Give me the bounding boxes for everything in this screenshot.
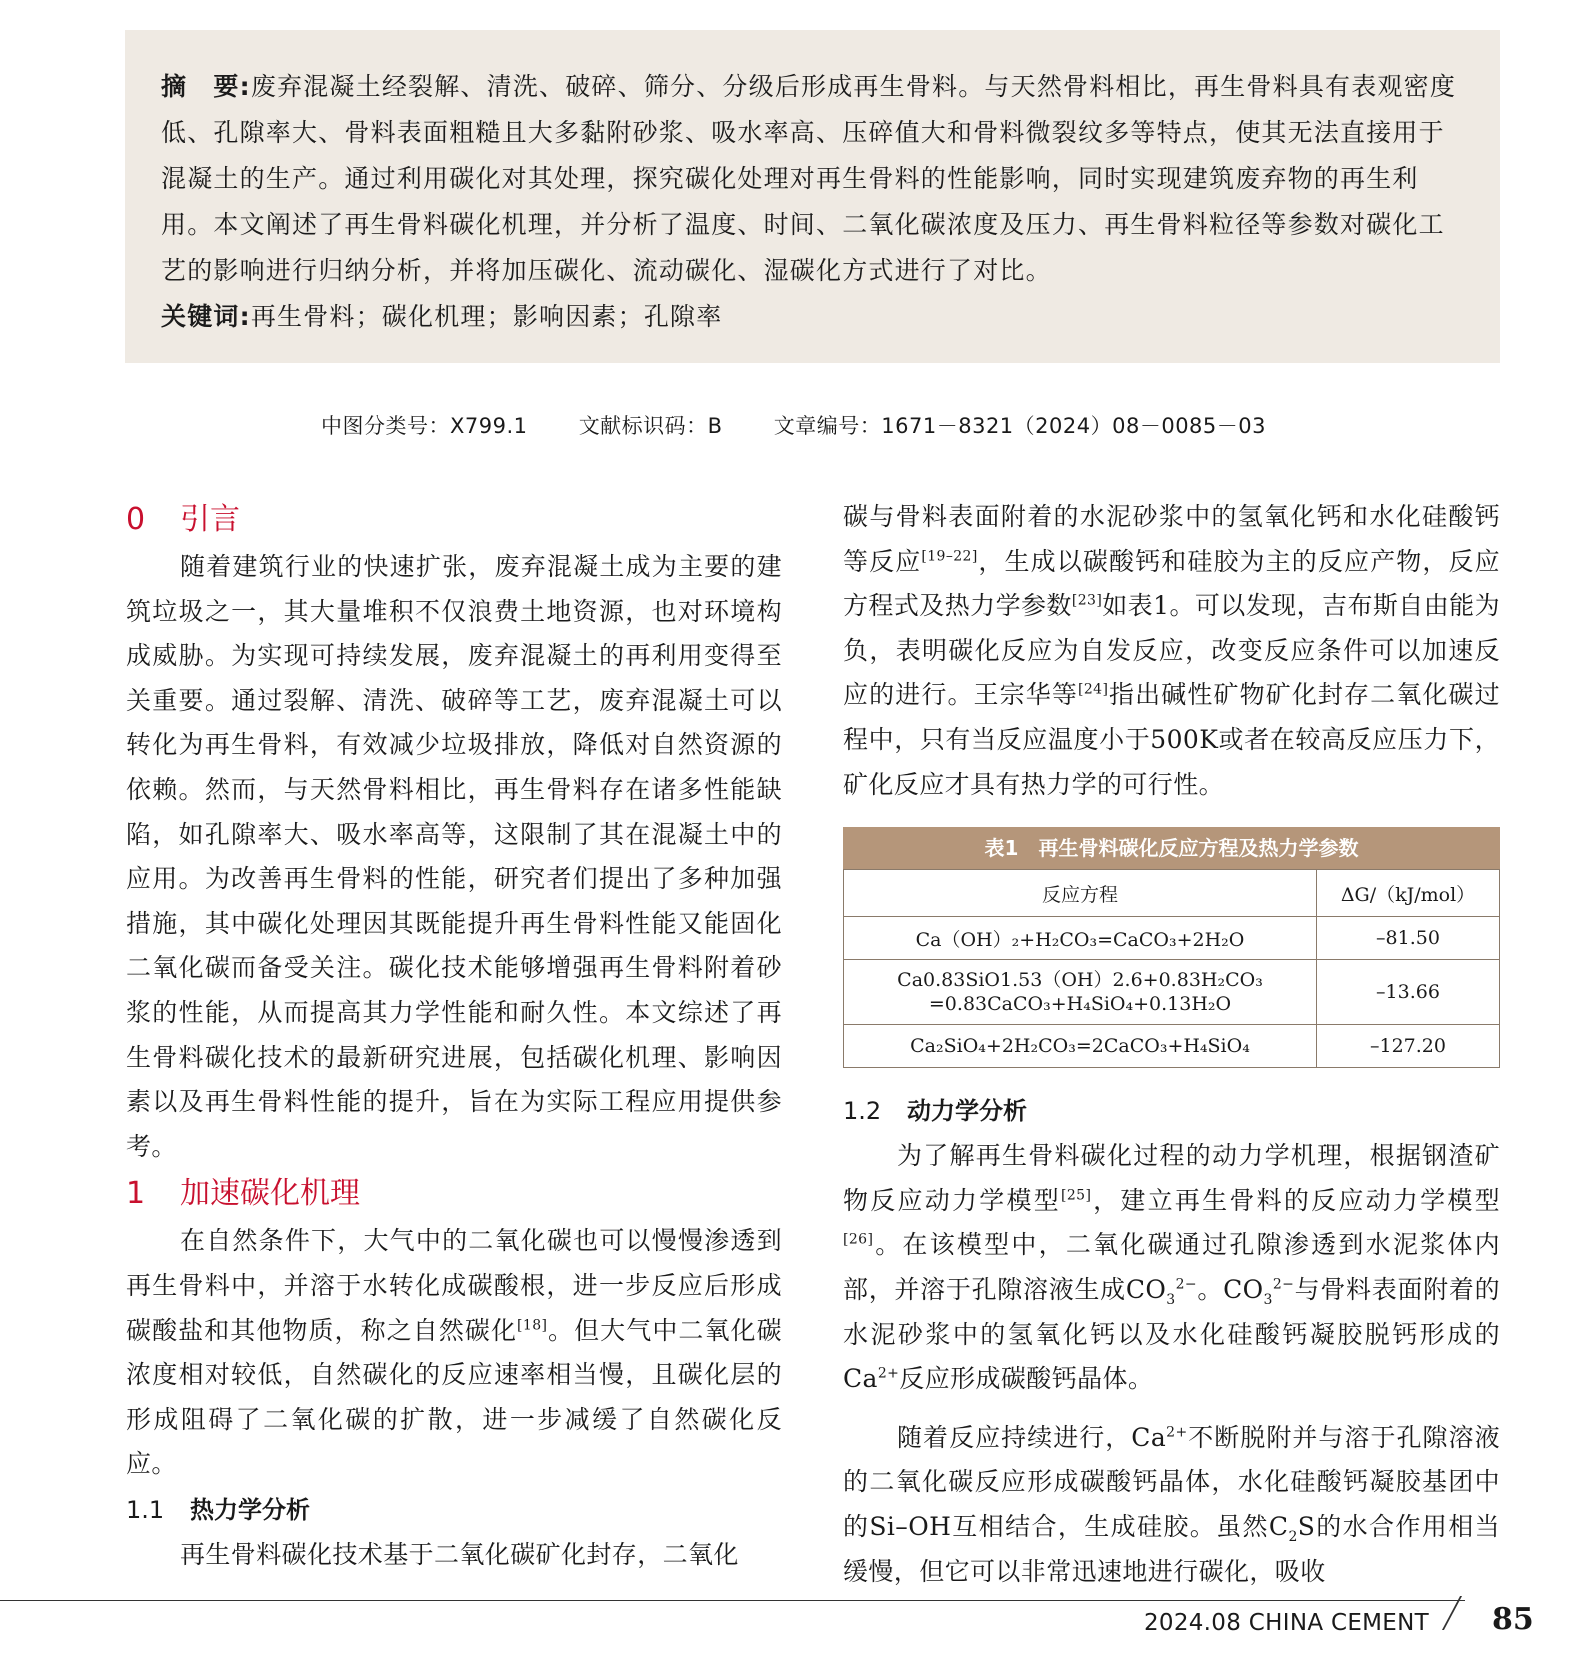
- section-0-heading: [126, 495, 782, 545]
- abstract-paragraph: [161, 64, 1464, 294]
- text-run: ，生成以碳酸钙和硅胶为主的反应产物，反应方程式及热力学参数: [843, 546, 1500, 621]
- text-run: 。CO: [1197, 1274, 1264, 1304]
- keywords-line: [161, 294, 1464, 340]
- classification-line: [0, 410, 1587, 440]
- subsection-title: 热力学分析: [190, 1495, 310, 1524]
- subsection-1-1-heading: [126, 1487, 782, 1533]
- text-run: 指出碱性矿物矿化封存二氧化碳过程中，只有当反应温度小于500K或者在较高反应压力下，矿化反应才具有热力学的可行性。: [843, 680, 1500, 799]
- table-body: [843, 869, 1500, 1068]
- equation-cell: Ca（OH）₂+H₂CO₃=CaCO₃+2H₂O: [844, 917, 1317, 960]
- citation: [19–22]: [921, 548, 978, 565]
- section-title: 引言: [180, 502, 240, 537]
- text-run: 如表1。可以发现，吉布斯自由能为负，表明碳化反应为自发反应，改变反应条件可以加速反应的进行。王宗华等: [843, 591, 1500, 710]
- abstract-box: [125, 30, 1500, 363]
- text-run: 。但大气中二氧化碳浓度相对较低，自然碳化的反应速率相当慢，且碳化层的形成阻碍了二氧化碳的扩散，进一步减缓了自然碳化反应。: [126, 1315, 782, 1479]
- table-title: 表1 再生骨料碳化反应方程及热力学参数: [843, 827, 1500, 869]
- abstract-text: 废弃混凝土经裂解、清洗、破碎、筛分、分级后形成再生骨料。与天然骨料相比，再生骨料具有表观密度低、孔隙率大、骨料表面粗糙且大多黏附砂浆、吸水率高、压碎值大和骨料微裂纹多等特点，使其无法直接用于混凝土的生产。通过利用碳化对其处理，探究碳化处理对再生骨料的性能影响，同时实现建筑废弃物的再生利用。本文阐述了再生骨料碳化机理，并分析了温度、时间、二氧化碳浓度及压力、再生骨料粒径等参数对碳化工艺的影响进行归纳分析，并将加压碳化、流动碳化、湿碳化方式进行了对比。: [161, 72, 1457, 285]
- subsection-1-2-heading: [843, 1088, 1500, 1134]
- text-run: 不断脱附并与溶于孔隙溶液的二氧化碳反应形成碳酸钙晶体，水化硅酸钙凝胶基团中的Si–OH互相结合，生成硅胶。虽然C: [843, 1422, 1500, 1541]
- clc-number: 中图分类号：X799.1: [320, 414, 528, 438]
- citation: [26]: [843, 1232, 874, 1249]
- section-1-heading: [126, 1169, 782, 1219]
- mechanism-paragraph: [126, 1219, 782, 1487]
- equation-cell: [844, 960, 1317, 1025]
- text-run: 随着反应持续进行，Ca: [897, 1422, 1167, 1452]
- keywords-text: 再生骨料；碳化机理；影响因素；孔隙率: [250, 302, 723, 331]
- thermo-paragraph-cont: 碳与骨料表面附着的水泥砂浆中的氢氧化钙和水化硅酸钙等反应[19–22]，生成以碳酸钙和硅胶为主的反应产物，反应方程式及热力学参数[23]如表1。可以发现，吉布斯自由能为负，表明碳化反应为自发反应，改变反应条件可以加速反应的进行。王宗华等[24]指出碱性矿物矿化封存二氧化碳过程中，只有当反应温度小于500K或者在较高反应压力下，矿化反应才具有热力学的可行性。: [843, 502, 1500, 799]
- citation: [23]: [1071, 592, 1103, 609]
- table-1: [843, 827, 1500, 1068]
- abstract-label: 摘 要:: [161, 72, 251, 101]
- text-run: 与骨料表面附着的水泥砂浆中的氢氧化钙以及水化硅酸钙凝胶脱钙形成的Ca: [843, 1274, 1501, 1394]
- table-header-dg: ΔG/（kJ/mol）: [1317, 870, 1500, 917]
- section-number: 1: [126, 1176, 146, 1212]
- thermo-paragraph-start: 再生骨料碳化技术基于二氧化碳矿化封存，二氧化: [180, 1539, 739, 1569]
- text-run: S的水合作用相当缓慢，但它可以非常迅速地进行碳化，吸收: [843, 1511, 1500, 1586]
- table-header-equation: 反应方程: [844, 870, 1317, 917]
- section-number: 0: [126, 502, 146, 537]
- superscript: 2−: [1175, 1276, 1198, 1293]
- citation: [24]: [1078, 682, 1109, 699]
- journal-footer: 2024.08 CHINA CEMENT: [1143, 1610, 1429, 1636]
- table-row: [844, 1025, 1500, 1068]
- subsection-title: 动力学分析: [907, 1097, 1027, 1126]
- subscript: 3: [1263, 1291, 1273, 1308]
- text-run: 。在该模型中，二氧化碳通过孔隙渗透到水泥浆体内部，并溶于孔隙溶液生成CO: [843, 1230, 1500, 1304]
- text-run: 反应形成碳酸钙晶体。: [899, 1364, 1154, 1394]
- document-code: 文献标识码：B: [578, 414, 723, 438]
- superscript: 2−: [1272, 1276, 1295, 1293]
- footer-divider: [1442, 1596, 1462, 1630]
- footer-rule: [0, 1600, 1465, 1601]
- table-row: [844, 917, 1500, 960]
- dg-cell: –13.66: [1317, 960, 1500, 1025]
- superscript: 2+: [1166, 1424, 1188, 1441]
- keywords-label: 关键词:: [161, 302, 251, 331]
- citation: [18]: [517, 1317, 548, 1334]
- left-column: [126, 495, 782, 1577]
- text-run: ，建立再生骨料的反应动力学模型: [1091, 1185, 1500, 1215]
- text-run: 在自然条件下，大气中的二氧化碳也可以慢慢渗透到再生骨料中，并溶于水转化成碳酸根，进一步反应后形成碳酸盐和其他物质，称之自然碳化: [126, 1226, 782, 1345]
- subscript: 2: [1288, 1528, 1298, 1545]
- kinetics-paragraph-1: [843, 1134, 1500, 1402]
- kinetics-paragraph-2: [843, 1416, 1500, 1594]
- intro-paragraph: 随着建筑行业的快速扩张，废弃混凝土成为主要的建筑垃圾之一，其大量堆积不仅浪费土地资源，也对环境构成威胁。为实现可持续发展，废弃混凝土的再利用变得至关重要。通过裂解、清洗、破碎等工艺，废弃混凝土可以转化为再生骨料，有效减少垃圾排放，降低对自然资源的依赖。然而，与天然骨料相比，再生骨料存在诸多性能缺陷，如孔隙率大、吸水率高等，这限制了其在混凝土中的应用。为改善再生骨料的性能，研究者们提出了多种加强措施，其中碳化处理因其既能提升再生骨料性能又能固化二氧化碳而备受关注。碳化技术能够增强再生骨料附着砂浆的性能，从而提高其力学性能和耐久性。本文综述了再生骨料碳化技术的最新研究进展，包括碳化机理、影响因素以及再生骨料性能的提升，旨在为实际工程应用提供参考。: [126, 552, 782, 1161]
- table-row: [844, 960, 1500, 1025]
- section-title: 加速碳化机理: [180, 1176, 360, 1212]
- equation-line: Ca0.83SiO1.53（OH）2.6+0.83H₂CO₃: [897, 969, 1263, 992]
- equation-line: =0.83CaCO₃+H₄SiO₄+0.13H₂O: [928, 993, 1232, 1016]
- page-number: 85: [1492, 1602, 1534, 1637]
- right-column: [843, 495, 1500, 1594]
- subsection-number: 1.1: [126, 1495, 165, 1524]
- subsection-number: 1.2: [843, 1097, 882, 1126]
- superscript: 2+: [877, 1365, 900, 1382]
- equation-cell: Ca₂SiO₄+2H₂CO₃=2CaCO₃+H₄SiO₄: [844, 1025, 1317, 1068]
- article-number: 文章编号：1671－8321（2024）08－0085－03: [773, 414, 1266, 438]
- text-run: 为了解再生骨料碳化过程的动力学机理，根据钢渣矿物反应动力学模型: [843, 1141, 1500, 1215]
- paragraph-gap: [843, 1402, 1500, 1416]
- dg-cell: –81.50: [1317, 917, 1500, 960]
- citation: [25]: [1060, 1187, 1092, 1204]
- subscript: 3: [1166, 1291, 1176, 1308]
- dg-cell: –127.20: [1317, 1025, 1500, 1068]
